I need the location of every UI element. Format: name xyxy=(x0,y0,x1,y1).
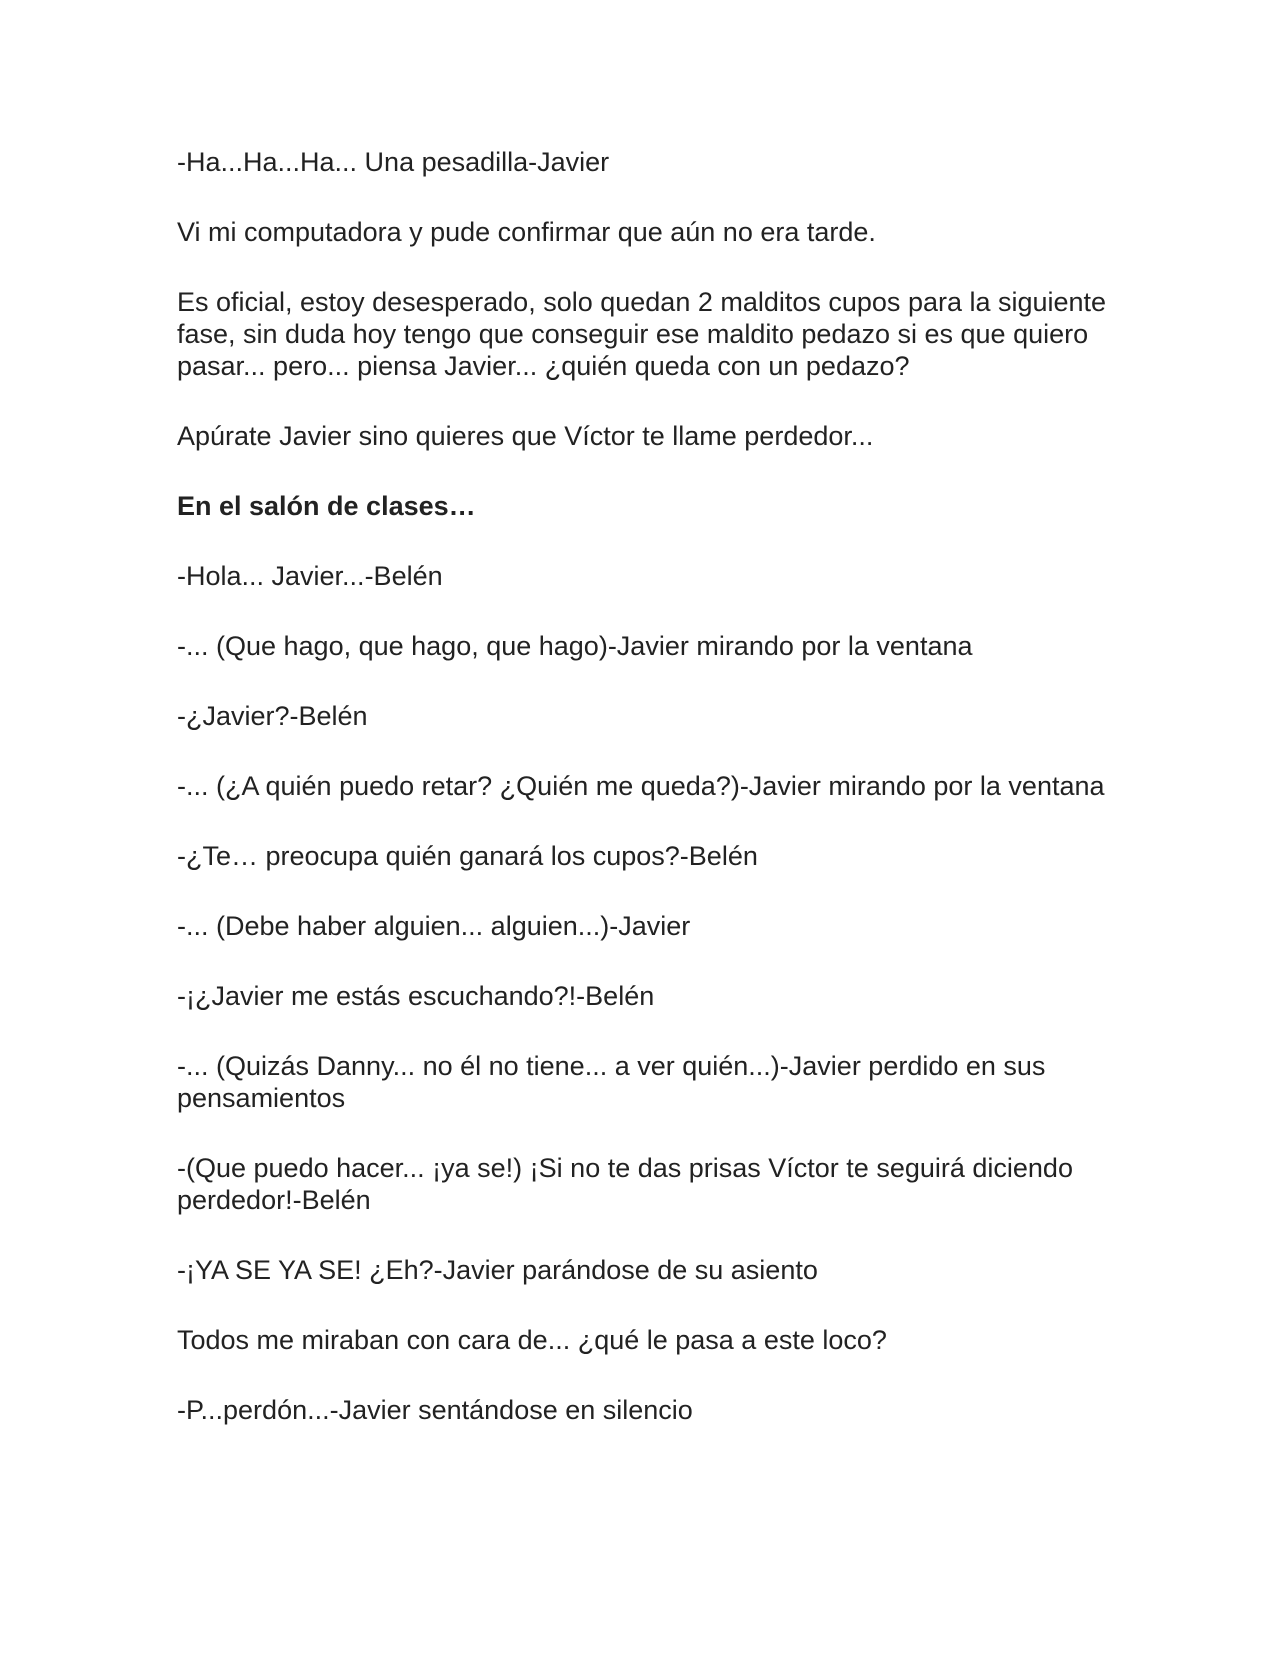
paragraph-4: Apúrate Javier sino quieres que Víctor te llame perdedor... xyxy=(177,421,874,451)
paragraph-11: -... (Debe haber alguien... alguien...)-Javier xyxy=(177,911,691,941)
paragraph-9: -... (¿A quién puedo retar? ¿Quién me queda?)-Javier mirando por la ventana xyxy=(177,771,1105,801)
section-heading: En el salón de clases… xyxy=(177,491,476,521)
paragraph-17: -P...perdón...-Javier sentándose en silencio xyxy=(177,1395,693,1425)
paragraph-16: Todos me miraban con cara de... ¿qué le pasa a este loco? xyxy=(177,1325,887,1355)
paragraph-10: -¿Te… preocupa quién ganará los cupos?-Belén xyxy=(177,841,758,871)
paragraph-15: -¡YA SE YA SE! ¿Eh?-Javier parándose de su asiento xyxy=(177,1255,818,1285)
paragraph-8: -¿Javier?-Belén xyxy=(177,701,368,731)
paragraph-1: -Ha...Ha...Ha... Una pesadilla-Javier xyxy=(177,147,610,177)
paragraph-3: Es oficial, estoy desesperado, solo quedan 2 malditos cupos para la siguiente fase, sin duda hoy tengo que conseguir ese maldito pedazo si es que quiero pasar... pero... piensa Javier... ¿quién queda con un pedazo? xyxy=(177,287,1107,381)
paragraph-7: -... (Que hago, que hago, que hago)-Javier mirando por la ventana xyxy=(177,631,973,661)
paragraph-14: -(Que puedo hacer... ¡ya se!) ¡Si no te das prisas Víctor te seguirá diciendo perdedor!-Belén xyxy=(177,1153,1073,1215)
document-body xyxy=(177,146,1117,1464)
paragraph-13: -... (Quizás Danny... no él no tiene... a ver quién...)-Javier perdido en sus pensamientos xyxy=(177,1051,1046,1113)
paragraph-6: -Hola... Javier...-Belén xyxy=(177,561,443,591)
paragraph-12: -¡¿Javier me estás escuchando?!-Belén xyxy=(177,981,655,1011)
paragraph-2: Vi mi computadora y pude confirmar que aún no era tarde. xyxy=(177,217,876,247)
